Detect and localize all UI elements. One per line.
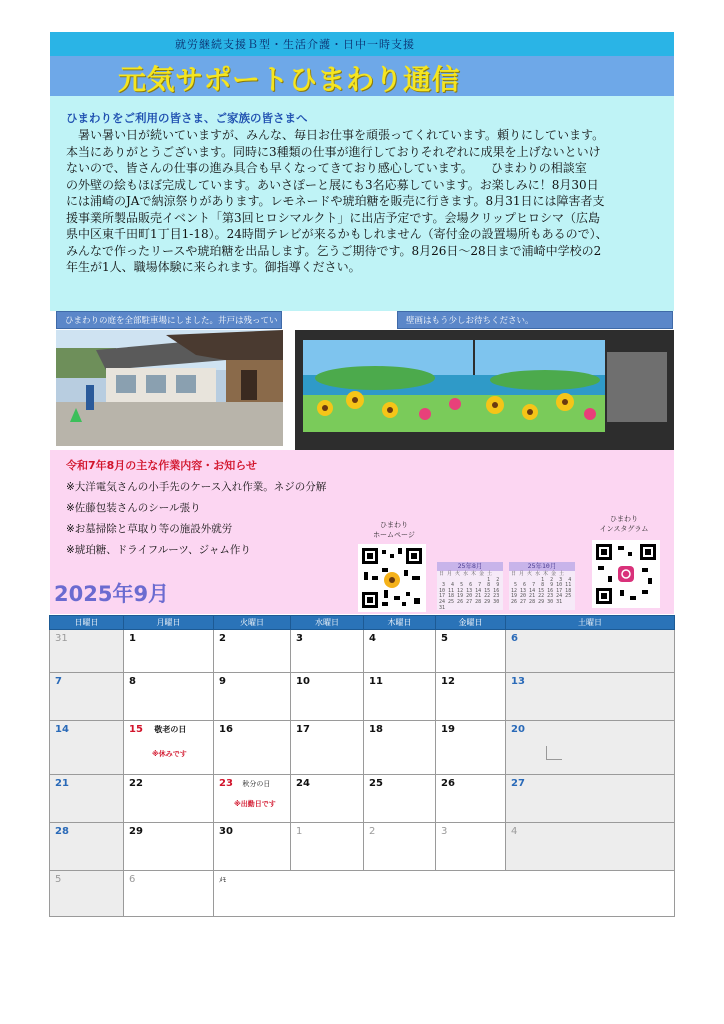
parking-photo — [56, 330, 283, 446]
header-subtitle: 就労継続支援Ｂ型・生活介護・日中一時支援 — [175, 38, 415, 51]
calendar-week-row — [50, 630, 675, 673]
greeting-line: 本当にありがとうございます。同時に3種類の仕事が進行しておりそれぞれに成果を上げないといけ — [66, 144, 601, 159]
weekday-header-row — [50, 616, 675, 630]
calendar-day-cell[interactable]: 3 — [291, 630, 364, 673]
calendar-day-cell-holiday[interactable]: 23 秋分の日 ※出勤日です — [214, 775, 291, 823]
calendar-week-row — [50, 673, 675, 721]
greeting-body — [66, 127, 662, 276]
notice-heading: 令和7年8月の主な作業内容・お知らせ — [66, 459, 257, 472]
memo-label: ﾒﾓ — [219, 876, 226, 884]
calendar-day-cell[interactable]: 7 — [50, 673, 124, 721]
calendar-day-cell[interactable]: 8 — [124, 673, 214, 721]
calendar-day-cell[interactable]: 3 — [436, 823, 506, 871]
calendar-day-cell[interactable]: 6 — [124, 871, 214, 917]
weekday-header: 木曜日 — [364, 616, 436, 630]
notice-item: ※琥珀糖、ドライフルーツ、ジャム作り — [66, 544, 251, 556]
mural-photo — [295, 330, 674, 450]
calendar-day-cell[interactable]: 5 — [50, 871, 124, 917]
greeting-line: 暑い暑い日が続いていますが、みんな、毎日お仕事を頑張ってくれています。頼りにしています。 — [66, 128, 605, 142]
mini-calendar-august — [437, 562, 503, 610]
mini-calendar-grid: 日 月 火 水 木 金 土 1 2 3 4 5 6 7 8 9 10 11 12 13 14 15 16 17 18 19 20 21 22 23 24 25 26 27 28 29 30 31 — [439, 571, 500, 611]
calendar-day-cell[interactable]: 22 — [124, 775, 214, 823]
calendar-day-cell[interactable]: 31 — [50, 630, 124, 673]
calendar-day-cell[interactable]: 16 — [214, 721, 291, 775]
calendar-day-cell[interactable]: 28 — [50, 823, 124, 871]
calendar-week-row — [50, 721, 675, 775]
weekday-header: 火曜日 — [214, 616, 291, 630]
weekday-header: 金曜日 — [436, 616, 506, 630]
calendar-week-row — [50, 871, 675, 917]
calendar-day-cell[interactable]: 24 — [291, 775, 364, 823]
calendar-day-cell[interactable]: 19 — [436, 721, 506, 775]
greeting-line: ないので、皆さんの仕事の進み具合も早くなってきており感心しています。 ひまわりの相談室 — [66, 161, 587, 175]
calendar-day-cell[interactable]: 30 — [214, 823, 291, 871]
calendar-day-cell-holiday[interactable]: 15 敬老の日 ※休みです — [124, 721, 214, 775]
calendar-day-cell[interactable]: 18 — [364, 721, 436, 775]
instagram-qr-label: ひまわり インスタグラム — [599, 515, 649, 533]
month-title: 2025年9月 — [54, 582, 170, 606]
photo-caption-mural: 壁画はもう少しお待ちください。 — [397, 311, 673, 329]
newsletter-title: 元気サポートひまわり通信 — [118, 63, 461, 96]
greeting-heading: ひまわりをご利用の皆さま、ご家族の皆さまへ — [66, 111, 308, 125]
calendar-day-cell[interactable]: 12 — [436, 673, 506, 721]
weekday-header: 月曜日 — [124, 616, 214, 630]
greeting-line: みんなで作ったリースや琥珀糖を出品します。乞うご期待です。8月26日～28日まで浦崎中学校の2 — [66, 243, 602, 258]
calendar-day-cell[interactable]: 13 — [506, 673, 675, 721]
weekday-header: 日曜日 — [50, 616, 124, 630]
calendar-day-cell[interactable]: 2 — [214, 630, 291, 673]
weekday-header: 水曜日 — [291, 616, 364, 630]
calendar-day-cell[interactable]: 20 — [506, 721, 675, 775]
notice-item: ※大洋電気さんの小手先のケース入れ作業。ネジの分解 — [66, 481, 327, 493]
holiday-name: 敬老の日 — [154, 725, 187, 734]
mini-calendar-title: 25年8月 — [437, 562, 503, 571]
mini-calendar-october — [509, 562, 575, 610]
calendar-day-cell[interactable]: 9 — [214, 673, 291, 721]
calendar-day-cell[interactable]: 14 — [50, 721, 124, 775]
calendar-day-cell[interactable]: 11 — [364, 673, 436, 721]
calendar-day-cell[interactable]: 5 — [436, 630, 506, 673]
calendar-day-cell[interactable]: 1 — [291, 823, 364, 871]
calendar-day-cell[interactable]: 4 — [364, 630, 436, 673]
greeting-line: の外壁の絵もほぼ完成しています。あいさぽーと展にも3名応募しています。お楽しみに！8月30日 — [66, 177, 599, 192]
homepage-qr-label: ひまわり ホームページ — [373, 521, 415, 539]
holiday-name: 秋分の日 — [242, 780, 271, 788]
instagram-qr-code[interactable] — [592, 540, 660, 608]
homepage-qr-code[interactable] — [358, 544, 426, 612]
mini-calendar-grid: 日 月 火 水 木 金 土 1 2 3 4 5 6 7 8 9 10 11 12 13 14 15 16 17 18 19 20 21 22 23 24 25 26 27 28 29 30 31 — [511, 571, 572, 605]
calendar-day-cell[interactable]: 21 — [50, 775, 124, 823]
greeting-line: 年生が1人、職場体験に来られます。御指導ください。 — [66, 260, 361, 274]
greeting-line: 援事業所製品販売イベント「第3回ヒロシマルクト」に出店予定です。会場クリップヒロシマ（広島 — [66, 210, 600, 225]
notice-item: ※お墓掃除と草取り等の施設外就労 — [66, 523, 233, 535]
photo-caption-parking: ひまわりの庭を全部駐車場にしました。井戸は残ってい — [56, 311, 282, 329]
notice-list — [66, 477, 326, 561]
notice-item: ※佐藤包装さんのシール張り — [66, 502, 201, 514]
calendar-day-cell[interactable]: 2 — [364, 823, 436, 871]
memo-area[interactable] — [214, 871, 675, 917]
calendar-day-cell[interactable]: 6 — [506, 630, 675, 673]
calendar-week-row — [50, 775, 675, 823]
greeting-line: には浦崎のJAで納涼祭りがあります。レモネードや琥珀糖を販売に行きます。8月31日には障害者支 — [66, 194, 605, 208]
greeting-line: 県中区東千田町1丁目1-18）。24時間テレビが来るかもしれません（寄付金の設置場所もあるので）、 — [66, 227, 608, 241]
holiday-note: ※出勤日です — [234, 800, 276, 808]
calendar-day-cell[interactable]: 27 — [506, 775, 675, 823]
calendar-day-cell[interactable]: 10 — [291, 673, 364, 721]
mini-calendar-title: 25年10月 — [509, 562, 575, 571]
calendar-day-cell[interactable]: 26 — [436, 775, 506, 823]
bracket-mark — [546, 746, 562, 760]
calendar-table — [49, 615, 675, 917]
weekday-header: 土曜日 — [506, 616, 675, 630]
calendar-day-cell[interactable]: 1 — [124, 630, 214, 673]
calendar-day-cell[interactable]: 29 — [124, 823, 214, 871]
calendar-day-cell[interactable]: 4 — [506, 823, 675, 871]
calendar-day-cell[interactable]: 25 — [364, 775, 436, 823]
calendar-day-cell[interactable]: 17 — [291, 721, 364, 775]
holiday-note: ※休みです — [152, 750, 187, 758]
calendar-week-row — [50, 823, 675, 871]
